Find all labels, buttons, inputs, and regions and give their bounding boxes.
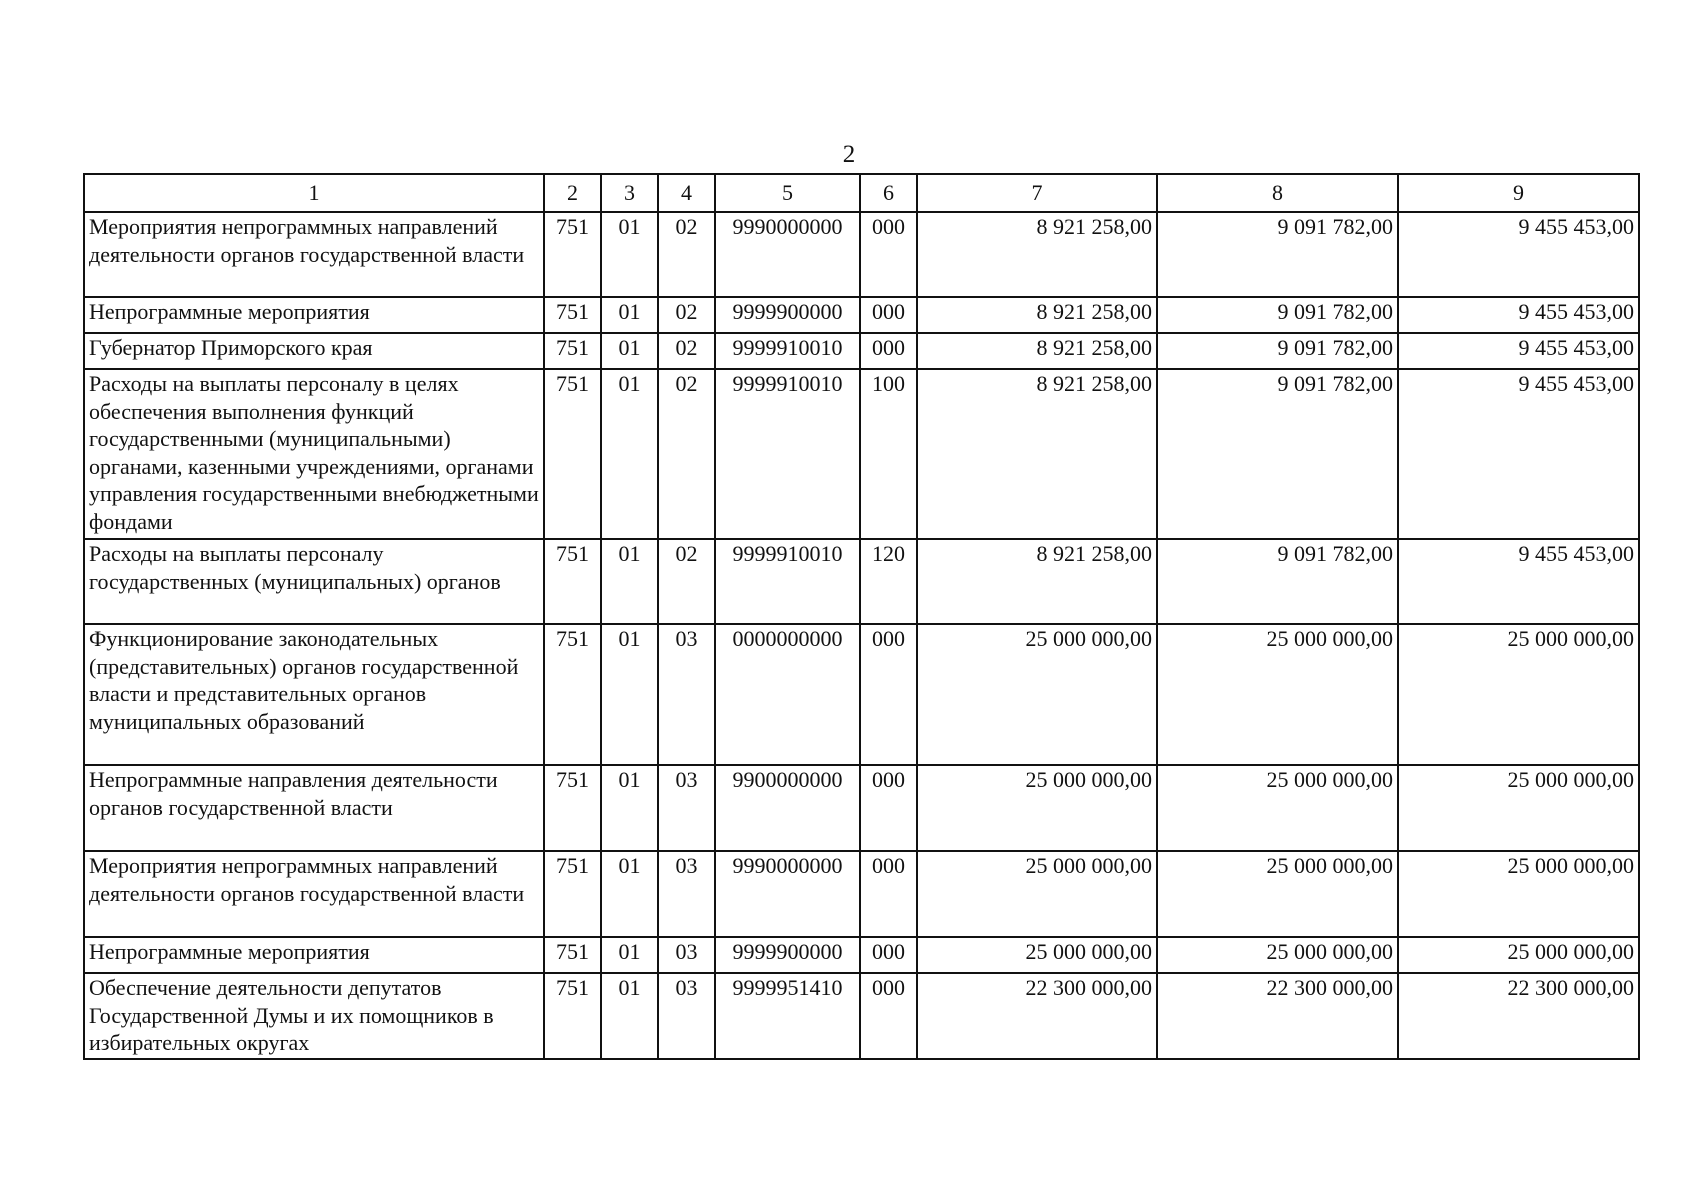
row-amount-col8: 25 000 000,00 — [1157, 765, 1398, 851]
table-row — [84, 973, 1639, 1059]
row-name: Функционирование законодательных (представительных) органов государственной власти и представительных органов муниципальных образований — [84, 624, 544, 765]
row-amount-col9: 22 300 000,00 — [1398, 973, 1639, 1059]
table-row — [84, 937, 1639, 973]
header-col-5: 5 — [715, 174, 860, 212]
row-target-article-code: 9999910010 — [715, 539, 860, 624]
header-col-4: 4 — [658, 174, 715, 212]
row-target-article-code: 9999900000 — [715, 937, 860, 973]
row-amount-col9: 9 455 453,00 — [1398, 539, 1639, 624]
row-amount-col8: 9 091 782,00 — [1157, 539, 1398, 624]
header-col-7: 7 — [917, 174, 1157, 212]
row-ministry-code: 751 — [544, 851, 601, 937]
page-number: 2 — [842, 141, 856, 168]
row-amount-col9: 9 455 453,00 — [1398, 333, 1639, 369]
table-row — [84, 333, 1639, 369]
row-expense-type-code: 000 — [860, 297, 917, 333]
row-amount-col7: 8 921 258,00 — [917, 539, 1157, 624]
row-name: Непрограммные направления деятельности органов государственной власти — [84, 765, 544, 851]
row-target-article-code: 9999910010 — [715, 369, 860, 539]
header-col-9: 9 — [1398, 174, 1639, 212]
row-name: Губернатор Приморского края — [84, 333, 544, 369]
row-target-article-code: 9990000000 — [715, 212, 860, 297]
row-name: Мероприятия непрограммных направлений деятельности органов государственной власти — [84, 212, 544, 297]
header-col-8: 8 — [1157, 174, 1398, 212]
header-col-1: 1 — [84, 174, 544, 212]
row-subsection-code: 03 — [658, 765, 715, 851]
row-expense-type-code: 000 — [860, 624, 917, 765]
row-target-article-code: 9900000000 — [715, 765, 860, 851]
row-target-article-code: 9999951410 — [715, 973, 860, 1059]
table-row — [84, 539, 1639, 624]
row-amount-col7: 25 000 000,00 — [917, 937, 1157, 973]
header-col-2: 2 — [544, 174, 601, 212]
row-subsection-code: 02 — [658, 369, 715, 539]
table-row — [84, 624, 1639, 765]
row-amount-col8: 9 091 782,00 — [1157, 297, 1398, 333]
row-section-code: 01 — [601, 333, 658, 369]
table-row — [84, 765, 1639, 851]
row-amount-col9: 25 000 000,00 — [1398, 624, 1639, 765]
row-expense-type-code: 100 — [860, 369, 917, 539]
row-amount-col9: 9 455 453,00 — [1398, 297, 1639, 333]
row-amount-col7: 22 300 000,00 — [917, 973, 1157, 1059]
row-target-article-code: 9999900000 — [715, 297, 860, 333]
row-subsection-code: 03 — [658, 851, 715, 937]
table-row — [84, 297, 1639, 333]
row-amount-col9: 25 000 000,00 — [1398, 937, 1639, 973]
row-target-article-code: 9999910010 — [715, 333, 860, 369]
row-target-article-code: 0000000000 — [715, 624, 860, 765]
row-ministry-code: 751 — [544, 297, 601, 333]
row-expense-type-code: 000 — [860, 333, 917, 369]
row-subsection-code: 02 — [658, 333, 715, 369]
row-amount-col8: 9 091 782,00 — [1157, 212, 1398, 297]
row-ministry-code: 751 — [544, 333, 601, 369]
row-section-code: 01 — [601, 765, 658, 851]
row-amount-col8: 22 300 000,00 — [1157, 973, 1398, 1059]
row-expense-type-code: 000 — [860, 973, 917, 1059]
row-section-code: 01 — [601, 937, 658, 973]
row-amount-col7: 8 921 258,00 — [917, 297, 1157, 333]
row-amount-col7: 8 921 258,00 — [917, 369, 1157, 539]
row-amount-col8: 25 000 000,00 — [1157, 851, 1398, 937]
row-section-code: 01 — [601, 297, 658, 333]
table-row — [84, 212, 1639, 297]
row-amount-col9: 25 000 000,00 — [1398, 851, 1639, 937]
row-expense-type-code: 120 — [860, 539, 917, 624]
row-expense-type-code: 000 — [860, 851, 917, 937]
header-row — [84, 174, 1639, 212]
row-ministry-code: 751 — [544, 937, 601, 973]
row-section-code: 01 — [601, 973, 658, 1059]
row-section-code: 01 — [601, 212, 658, 297]
row-amount-col9: 25 000 000,00 — [1398, 765, 1639, 851]
row-subsection-code: 03 — [658, 973, 715, 1059]
row-expense-type-code: 000 — [860, 765, 917, 851]
row-expense-type-code: 000 — [860, 937, 917, 973]
row-subsection-code: 02 — [658, 297, 715, 333]
row-name: Непрограммные мероприятия — [84, 297, 544, 333]
row-ministry-code: 751 — [544, 212, 601, 297]
row-name: Расходы на выплаты персоналу в целях обеспечения выполнения функций государственными (муниципальными) органами, казенными учреждениями, органами управления государственными внебюджетными фондами — [84, 369, 544, 539]
table-row — [84, 369, 1639, 539]
row-name: Обеспечение деятельности депутатов Государственной Думы и их помощников в избирательных округах — [84, 973, 544, 1059]
row-ministry-code: 751 — [544, 539, 601, 624]
table-row — [84, 851, 1639, 937]
row-subsection-code: 02 — [658, 539, 715, 624]
row-ministry-code: 751 — [544, 973, 601, 1059]
row-ministry-code: 751 — [544, 369, 601, 539]
row-name: Мероприятия непрограммных направлений деятельности органов государственной власти — [84, 851, 544, 937]
row-ministry-code: 751 — [544, 765, 601, 851]
row-amount-col8: 25 000 000,00 — [1157, 937, 1398, 973]
row-section-code: 01 — [601, 369, 658, 539]
row-amount-col7: 25 000 000,00 — [917, 624, 1157, 765]
header-col-6: 6 — [860, 174, 917, 212]
row-amount-col8: 9 091 782,00 — [1157, 369, 1398, 539]
row-amount-col9: 9 455 453,00 — [1398, 212, 1639, 297]
row-amount-col8: 25 000 000,00 — [1157, 624, 1398, 765]
row-subsection-code: 03 — [658, 937, 715, 973]
row-subsection-code: 02 — [658, 212, 715, 297]
row-name: Расходы на выплаты персоналу государственных (муниципальных) органов — [84, 539, 544, 624]
row-amount-col7: 25 000 000,00 — [917, 851, 1157, 937]
header-col-3: 3 — [601, 174, 658, 212]
row-amount-col7: 8 921 258,00 — [917, 212, 1157, 297]
row-name: Непрограммные мероприятия — [84, 937, 544, 973]
row-amount-col7: 25 000 000,00 — [917, 765, 1157, 851]
row-amount-col7: 8 921 258,00 — [917, 333, 1157, 369]
row-target-article-code: 9990000000 — [715, 851, 860, 937]
row-ministry-code: 751 — [544, 624, 601, 765]
row-expense-type-code: 000 — [860, 212, 917, 297]
row-amount-col8: 9 091 782,00 — [1157, 333, 1398, 369]
budget-table — [83, 173, 1640, 1060]
row-section-code: 01 — [601, 539, 658, 624]
row-section-code: 01 — [601, 624, 658, 765]
row-amount-col9: 9 455 453,00 — [1398, 369, 1639, 539]
row-section-code: 01 — [601, 851, 658, 937]
row-subsection-code: 03 — [658, 624, 715, 765]
